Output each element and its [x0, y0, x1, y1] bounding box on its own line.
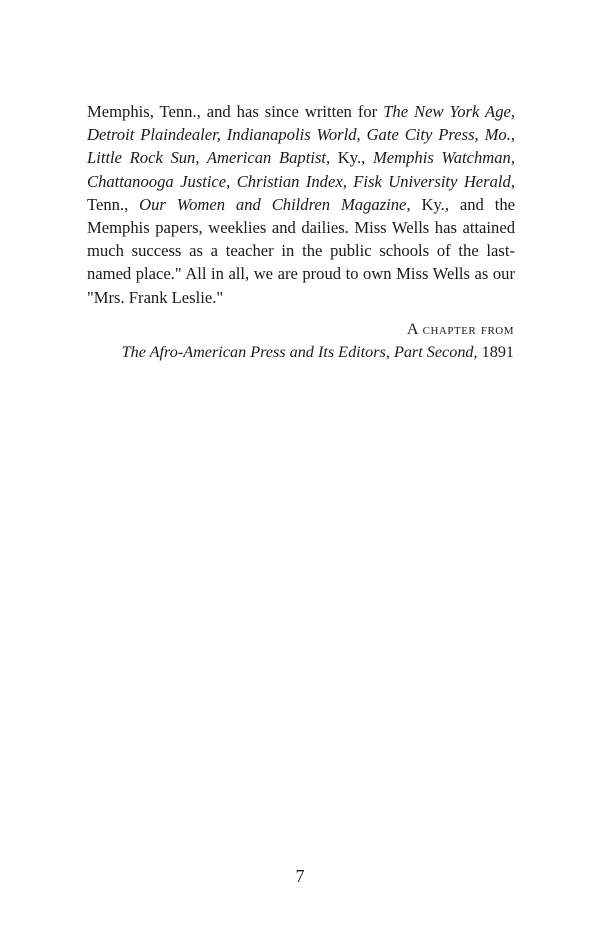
text-segment: Memphis, Tenn., and has since written for	[87, 102, 384, 121]
text-segment: , Ky.,	[326, 148, 373, 168]
body-paragraph	[87, 100, 515, 309]
text-segment: , Ky., and the Memphis papers, weeklies and dailies. Miss Wells has attained much success as a teacher in the public schools of the last-named place." All in all, we are proud to own Miss Wells as our "Mrs. Frank Leslie."	[87, 194, 516, 307]
attribution-source	[122, 341, 514, 364]
source-title: The Afro-American Press and Its Editors, Part Second	[121, 343, 474, 361]
text-segment: , Tenn.,	[87, 171, 515, 214]
italic-magazine-title: Our Women and Children Magazine	[139, 194, 407, 214]
source-year: , 1891	[473, 343, 514, 361]
italic-publication-list: The New York Age, Detroit Plaindealer, Indianapolis World, Gate City Press, Mo., Little Rock Sun, American Baptist	[87, 102, 515, 168]
attribution-label: A chapter from	[406, 320, 514, 338]
attribution-block	[122, 318, 514, 364]
italic-publication-list: Memphis Watchman, Chattanooga Justice, Christian Index, Fisk University Herald	[87, 148, 515, 191]
page-number: 7	[295, 866, 305, 886]
